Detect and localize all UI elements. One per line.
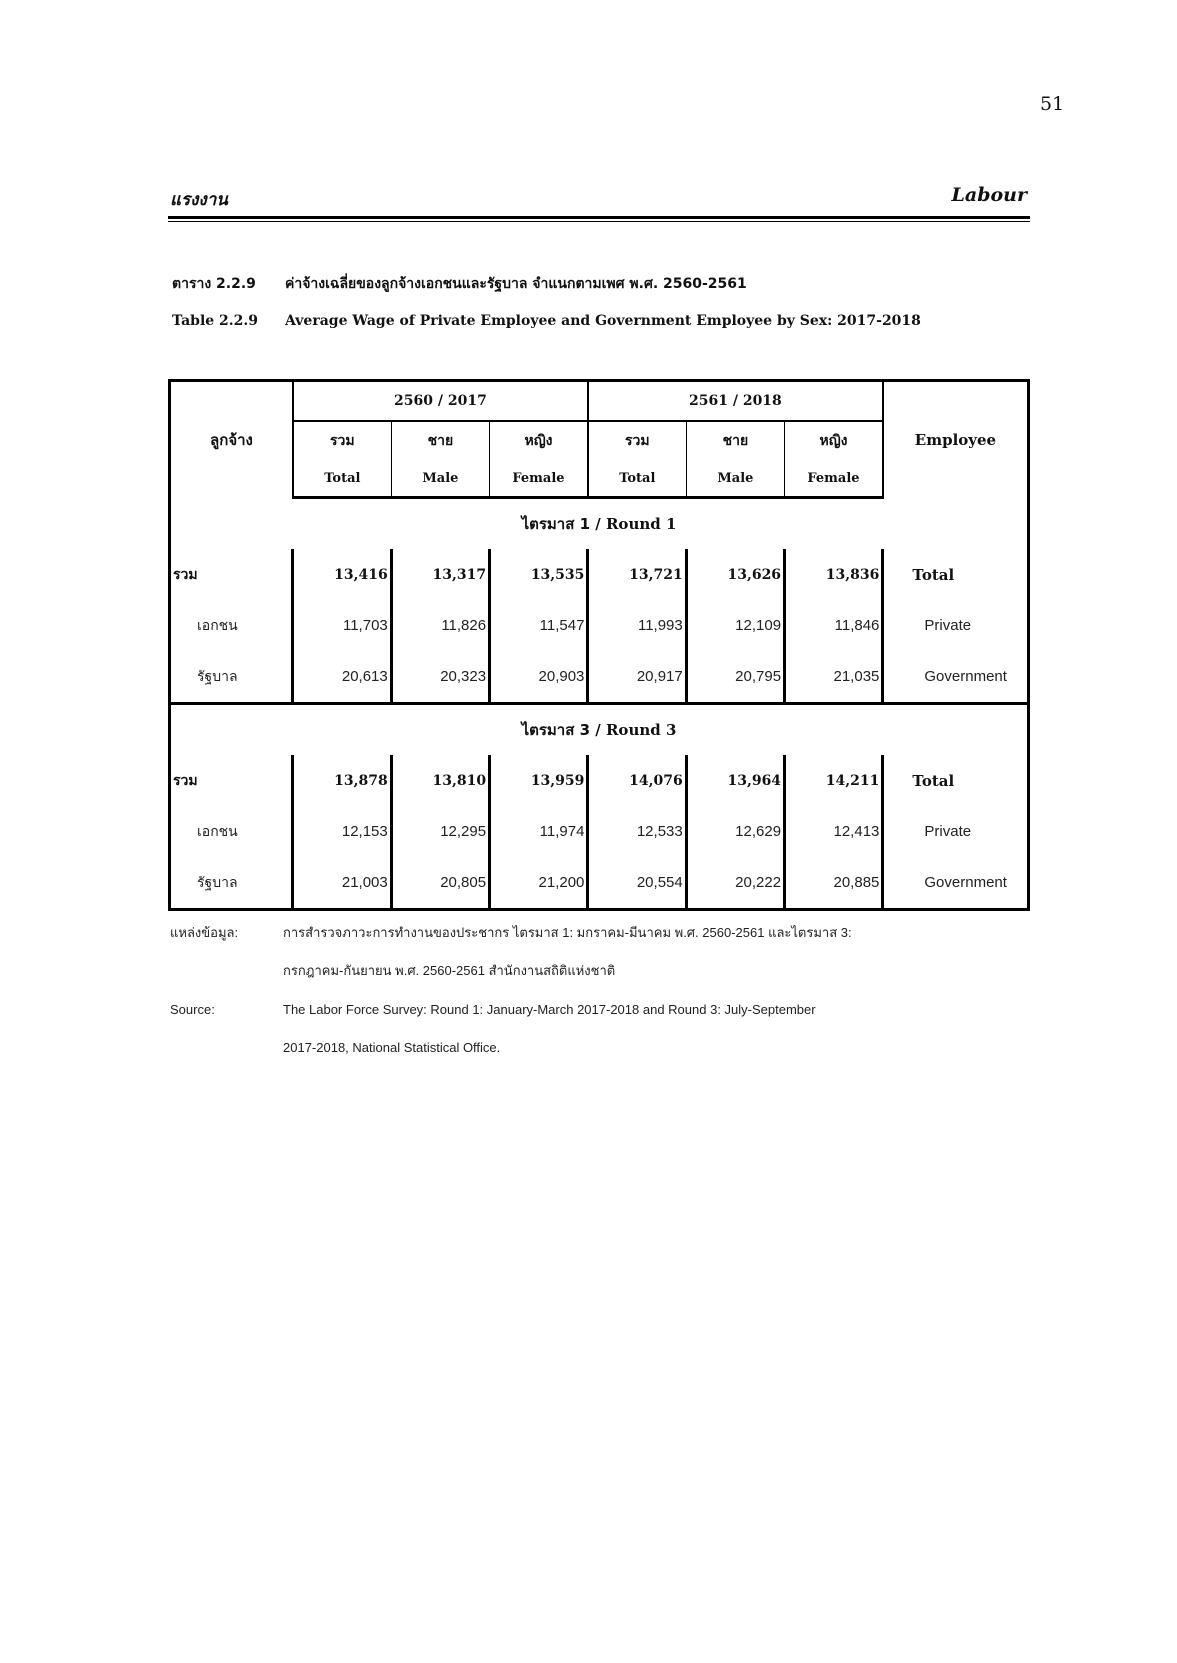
subheader-male-thai: ชาย bbox=[686, 421, 784, 460]
table-caption-thai bbox=[172, 273, 747, 295]
table-row bbox=[170, 651, 1029, 704]
cell-value: 13,836 bbox=[785, 549, 883, 600]
cell-value: 13,878 bbox=[293, 755, 391, 806]
cell-value: 11,547 bbox=[490, 600, 588, 651]
table-row bbox=[170, 806, 1029, 857]
subheader-female-english: Female bbox=[785, 460, 883, 498]
chapter-title-thai: แรงงาน bbox=[170, 190, 228, 210]
cell-value: 13,535 bbox=[490, 549, 588, 600]
source-thai-line-1 bbox=[170, 922, 852, 943]
cell-value: 12,629 bbox=[686, 806, 784, 857]
cell-value: 20,885 bbox=[785, 857, 883, 910]
cell-value: 12,295 bbox=[391, 806, 489, 857]
wage-table bbox=[168, 379, 1030, 911]
cell-value: 11,703 bbox=[293, 600, 391, 651]
row-label-english: Total bbox=[912, 771, 955, 790]
row-label-thai: รวม bbox=[170, 549, 293, 600]
cell-value: 14,076 bbox=[588, 755, 686, 806]
row-label-english: Private bbox=[924, 823, 972, 840]
cell-value: 11,826 bbox=[391, 600, 489, 651]
row-label-thai: เอกชน bbox=[170, 806, 293, 857]
row-label-english: Private bbox=[924, 617, 972, 634]
cell-value: 21,035 bbox=[785, 651, 883, 704]
row-label-thai: เอกชน bbox=[170, 600, 293, 651]
row-label-thai: รัฐบาล bbox=[170, 857, 293, 910]
row-label-english: Total bbox=[912, 565, 955, 584]
cell-value: 12,109 bbox=[686, 600, 784, 651]
cell-value: 20,795 bbox=[686, 651, 784, 704]
caption-text-english: Average Wage of Private Employee and Government Employee by Sex: 2017-2018 bbox=[285, 313, 921, 329]
chapter-title-english: Labour bbox=[951, 184, 1027, 206]
row-label-thai: รวม bbox=[170, 755, 293, 806]
column-header-employee-thai: ลูกจ้าง bbox=[170, 381, 293, 498]
subheader-female-english: Female bbox=[490, 460, 588, 498]
cell-value: 20,554 bbox=[588, 857, 686, 910]
subheader-female-thai: หญิง bbox=[490, 421, 588, 460]
source-text-thai-1: การสำรวจภาวะการทำงานของประชากร ไตรมาส 1: มกราคม-มีนาคม พ.ศ. 2560-2561 และไตรมาส 3: bbox=[283, 925, 852, 940]
cell-value: 20,917 bbox=[588, 651, 686, 704]
round-title-thai: ไตรมาส 3 bbox=[521, 721, 591, 739]
header-rule-thin bbox=[168, 221, 1030, 222]
cell-value: 20,903 bbox=[490, 651, 588, 704]
subheader-male-english: Male bbox=[391, 460, 489, 498]
column-header-year-2017: 2560 / 2017 bbox=[293, 381, 588, 422]
cell-value: 11,846 bbox=[785, 600, 883, 651]
cell-value: 20,613 bbox=[293, 651, 391, 704]
row-label-english: Government bbox=[924, 874, 1007, 891]
round-heading bbox=[170, 704, 1029, 756]
source-english-line-1 bbox=[170, 1002, 816, 1017]
cell-value: 12,153 bbox=[293, 806, 391, 857]
page-number: 51 bbox=[1040, 93, 1065, 115]
cell-value: 21,003 bbox=[293, 857, 391, 910]
cell-value: 20,222 bbox=[686, 857, 784, 910]
subheader-total-english: Total bbox=[293, 460, 391, 498]
caption-label-thai: ตาราง 2.2.9 bbox=[172, 276, 256, 292]
table-row bbox=[170, 600, 1029, 651]
table-row bbox=[170, 549, 1029, 600]
cell-value: 12,533 bbox=[588, 806, 686, 857]
source-text-english-1: The Labor Force Survey: Round 1: January-March 2017-2018 and Round 3: July-September bbox=[283, 1002, 816, 1017]
table-caption-english bbox=[172, 313, 921, 329]
round-heading bbox=[170, 498, 1029, 550]
cell-value: 11,974 bbox=[490, 806, 588, 857]
subheader-total-english: Total bbox=[588, 460, 686, 498]
round-title-english: / Round 1 bbox=[590, 515, 677, 533]
cell-value: 13,721 bbox=[588, 549, 686, 600]
row-label-thai: รัฐบาล bbox=[170, 651, 293, 704]
source-text-english-2: 2017-2018, National Statistical Office. bbox=[283, 1040, 501, 1055]
cell-value: 20,323 bbox=[391, 651, 489, 704]
caption-text-thai: ค่าจ้างเฉลี่ยของลูกจ้างเอกชนและรัฐบาล จำแนกตามเพศ พ.ศ. 2560-2561 bbox=[285, 276, 747, 292]
subheader-total-thai: รวม bbox=[293, 421, 391, 460]
caption-label-english: Table 2.2.9 bbox=[172, 313, 259, 329]
source-label-thai: แหล่งข้อมูล: bbox=[170, 925, 239, 940]
cell-value: 13,810 bbox=[391, 755, 489, 806]
subheader-male-thai: ชาย bbox=[391, 421, 489, 460]
cell-value: 13,416 bbox=[293, 549, 391, 600]
round-title-thai: ไตรมาส 1 bbox=[521, 515, 591, 533]
source-text-thai-2: กรกฎาคม-กันยายน พ.ศ. 2560-2561 สำนักงานสถิติแห่งชาติ bbox=[283, 963, 616, 978]
table-row bbox=[170, 857, 1029, 910]
round-title-english: / Round 3 bbox=[590, 721, 677, 739]
cell-value: 13,626 bbox=[686, 549, 784, 600]
source-label-english: Source: bbox=[170, 1002, 215, 1017]
column-header-employee-english: Employee bbox=[914, 430, 997, 449]
row-label-english: Government bbox=[924, 668, 1007, 685]
source-english-line-2 bbox=[170, 1040, 500, 1055]
cell-value: 14,211 bbox=[785, 755, 883, 806]
source-thai-line-2 bbox=[170, 960, 615, 981]
cell-value: 13,317 bbox=[391, 549, 489, 600]
cell-value: 13,964 bbox=[686, 755, 784, 806]
cell-value: 21,200 bbox=[490, 857, 588, 910]
subheader-female-thai: หญิง bbox=[785, 421, 883, 460]
column-header-year-2018: 2561 / 2018 bbox=[588, 381, 883, 422]
header-rule-thick bbox=[168, 216, 1030, 219]
cell-value: 12,413 bbox=[785, 806, 883, 857]
cell-value: 13,959 bbox=[490, 755, 588, 806]
subheader-male-english: Male bbox=[686, 460, 784, 498]
cell-value: 20,805 bbox=[391, 857, 489, 910]
subheader-total-thai: รวม bbox=[588, 421, 686, 460]
table-row bbox=[170, 755, 1029, 806]
cell-value: 11,993 bbox=[588, 600, 686, 651]
